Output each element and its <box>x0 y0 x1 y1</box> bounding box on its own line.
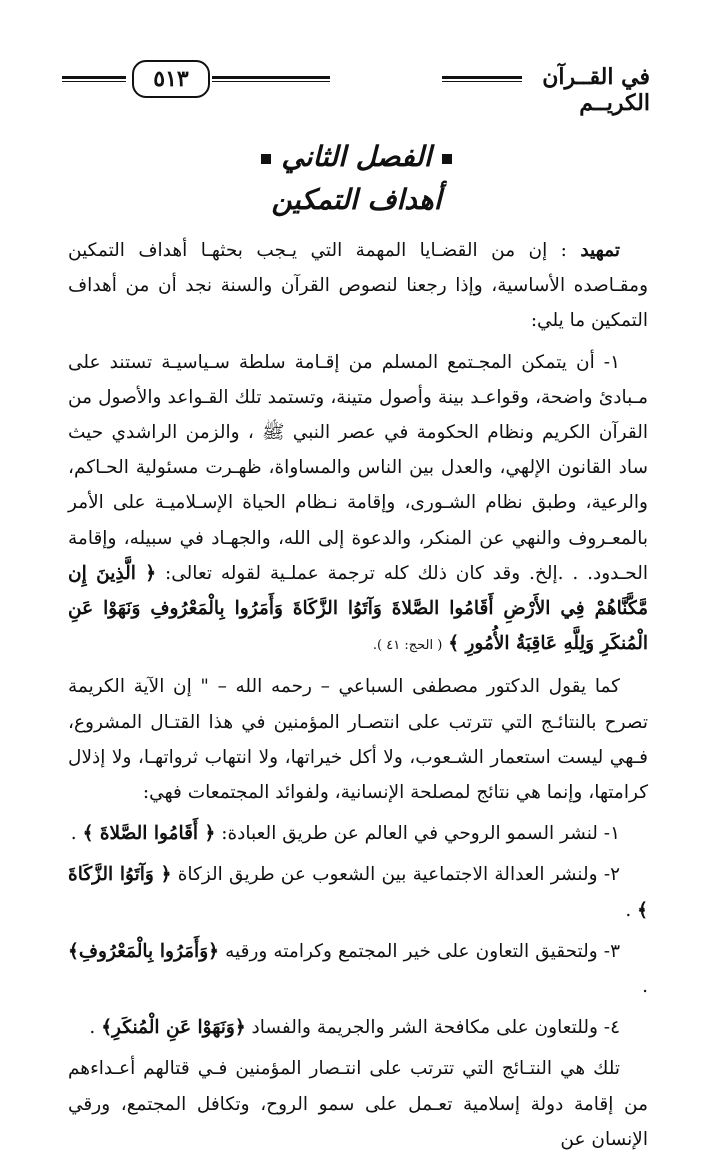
intro-lead: تمهيد <box>580 240 620 261</box>
paragraph-text: : إن من القضـايا المهمة التي يـجب بحثهـا أهداف التمكين ومقـاصده الأساسية، وإذا رجعنا لنصوص القرآن والسنة نجد أن من أهداف التمكين ما يلي: <box>68 240 648 332</box>
quran-quote: ﴿ وَآتَوُا الزَّكَاةَ ﴾ <box>68 864 648 921</box>
paragraph-goal-1 <box>68 345 648 664</box>
paragraph-text: تلك هي النتـائج التي تترتب على انتـصار المؤمنين فـي قتالهم أعـداءهم من إقامة دولة إسلامية تعـمل على سمو الروح، وتكافل المجتمع، ورقي الإنسان عن <box>68 1058 648 1150</box>
list-item <box>68 857 648 927</box>
punct: . <box>89 1017 96 1039</box>
paragraph-text: ١- لنشر السمو الروحي في العالم عن طريق العبادة: <box>221 823 620 845</box>
square-bullet-icon <box>442 154 452 164</box>
list-item <box>68 816 648 851</box>
chapter-subtitle: أهداف التمكين <box>271 183 442 216</box>
paragraph-text: ٢- ولنشر العدالة الاجتماعية بين الشعوب عن طريق الزكاة <box>177 864 621 886</box>
paragraph-text: ٤- وللتعاون على مكافحة الشر والجريمة والفساد <box>251 1017 620 1039</box>
paragraph-text: كما يقول الدكتور مصطفى السباعي – رحمه الله – " إن الآية الكريمة تصرح بالنتائـج التي تترتب على انتصـار المؤمنين في هذا القتـال المشروع، فـهي ليست استعمار الشـعوب، ولا أكل خيراتها، ولا انتهاب ثرواتهـا، ولا إذلال كرامتها، وإنما هي نتائج لمصلحة الإنسانية، ولفوائد المجتمعات فهي: <box>68 676 648 804</box>
paragraph-quotation <box>68 669 648 810</box>
chapter-title-text: الفصل الثاني <box>281 140 432 173</box>
list-item <box>68 934 648 1004</box>
paragraph-intro <box>68 233 648 339</box>
list-item <box>68 1010 648 1045</box>
quran-quote: ﴿وَأَمَرُوا بِالْمَعْرُوفِ﴾ <box>68 940 219 962</box>
paragraph-text: ١- أن يتمكن المجـتمع المسلم من إقـامة سلطة سـياسيـة تستند على مـبادئ واضحة، وقواعـد بينة وأصول متينة، وتستمد تلك القـواعد والأصول من القرآن الكريم ونظام الحكومة في عصر النبي ﷺ ، والزمن الراشدي حيث ساد القانون الإلهي، والعدل بين الناس والمساواة، ظهـرت مسئولية الحـاكم، والرعية، وطبق نظام الشـورى، وإقامة نـظام الحياة الإسـلاميـة على الأمر بالمعـروف والنهي عن المنكر، والدعوة إلى الله، والجهـاد في سبيله، وإقامة الحـدود. . .إلخ. وقد كان ذلك كله ترجمة عملـية لقوله تعالى: <box>68 351 649 584</box>
paragraph-text: ٣- ولتحقيق التعاون على خير المجتمع وكرامته ورقيه <box>225 940 620 962</box>
paragraph-conclusion <box>68 1051 648 1157</box>
quran-quote: ﴿وَنَهَوْا عَنِ الْمُنكَرِ﴾ <box>101 1017 246 1039</box>
header-rule-right <box>442 76 522 82</box>
header-rule-middle <box>212 76 330 82</box>
punct: . <box>70 823 77 845</box>
running-header <box>60 60 650 116</box>
page-number: ٥١٣ <box>132 60 210 98</box>
running-title: في القــرآن الكريــم <box>542 64 650 116</box>
punct: . <box>625 899 632 921</box>
verse-reference: ( الحج: ٤١ ). <box>372 638 443 654</box>
header-rule-left <box>62 76 126 82</box>
quran-quote: ﴿ الَّذِينَ إِن مَّكَّنَّاهُمْ فِي الأَرْضِ أَقَامُوا الصَّلاةَ وَآتَوُا الزَّكَاةَ وَأَمَرُوا بِالْمَعْرُوفِ وَنَهَوْا عَنِ الْمُنكَرِ وَلِلَّهِ عَاقِبَةُ الأُمُورِ ﴾ <box>68 562 648 655</box>
punct: . <box>642 976 648 998</box>
body-text <box>68 233 648 1157</box>
chapter-title <box>0 140 713 173</box>
quran-quote: ﴿ أَقَامُوا الصَّلاةَ ﴾ <box>82 823 216 845</box>
square-bullet-icon <box>261 154 271 164</box>
